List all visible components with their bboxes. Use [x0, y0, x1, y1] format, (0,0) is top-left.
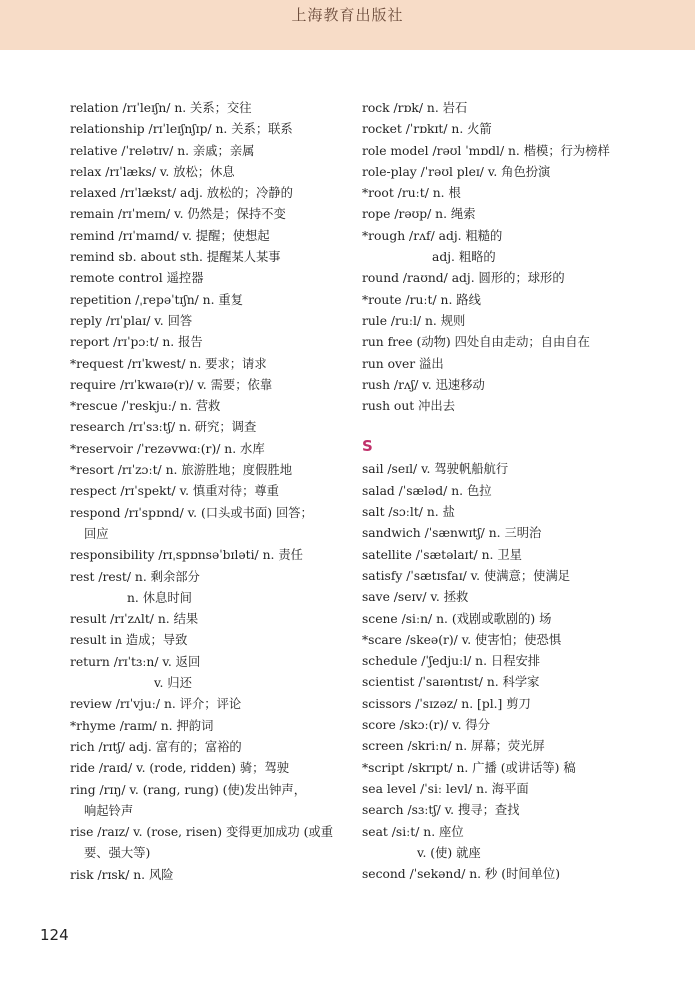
- entry-rock: rock /rɒk/ n. 岩石: [362, 101, 468, 115]
- entry-remain: remain /rɪˈmeɪn/ v. 仍然是；保持不变: [70, 207, 286, 222]
- entry-relationship: relationship /rɪˈleɪʃnʃɪp/ n. 关系；联系: [70, 122, 293, 137]
- entry-respond: respond /rɪˈspɒnd/ v. (口头或书面) 回答；: [70, 505, 313, 520]
- glossary-right-column: [362, 98, 662, 885]
- entry-salad: salad /ˈsæləd/ n. 色拉: [362, 483, 492, 498]
- entry-rise: rise /raɪz/ v. (rose, risen) 变得更加成功 (或重要、强大等): [70, 825, 334, 861]
- entry-schedule: schedule /ˈʃedjuːl/ n. 日程安排: [362, 654, 541, 669]
- entry-role-play: role-play /ˈrəʊl pleɪ/ v. 角色扮演: [362, 164, 551, 179]
- entry-sandwich: sandwich /ˈsænwɪtʃ/ n. 三明治: [362, 526, 542, 541]
- section-letter-heading: S: [362, 437, 373, 456]
- entry-salt: salt /sɔːlt/ n. 盐: [362, 505, 455, 520]
- entry-scissors: scissors /ˈsɪzəz/ n. [pl.] 剪刀: [362, 696, 531, 711]
- entry-return: return /rɪˈtɜːn/ v. 返回: [70, 654, 201, 669]
- entry-ring: ring /rɪŋ/ v. (rang, rung) (使)发出钟声，响起铃声: [70, 782, 307, 818]
- entry-result-in: result in 造成；导致: [70, 633, 188, 648]
- entry-screen: screen /skriːn/ n. 屏幕；荧光屏: [362, 739, 545, 754]
- entry-sail: sail /seɪl/ v. 驾驶帆船航行: [362, 462, 509, 477]
- entry-relative: relative /ˈrelətɪv/ n. 亲戚；亲属: [70, 143, 255, 158]
- entry-role-model: role model /rəʊl ˈmɒdl/ n. 楷模；行为榜样: [362, 143, 610, 158]
- entry-score: score /skɔː(r)/ v. 得分: [362, 718, 491, 733]
- entry-seat: seat /siːt/ n. 座位: [362, 824, 464, 839]
- entry-rush: rush /rʌʃ/ v. 迅速移动: [362, 377, 485, 392]
- entry-relax: relax /rɪˈlæks/ v. 放松；休息: [70, 164, 235, 179]
- entry-seat-sense-2: v. (使) 就座: [417, 845, 481, 860]
- entry-ride: ride /raɪd/ v. (rode, ridden) 骑；驾驶: [70, 761, 290, 776]
- entry-rough: *rough /rʌf/ adj. 粗糙的: [362, 228, 503, 243]
- entry-search: search /sɜːtʃ/ v. 搜寻；查找: [362, 803, 520, 818]
- entry-root: *root /ruːt/ n. 根: [362, 186, 461, 201]
- entry-result: result /rɪˈzʌlt/ n. 结果: [70, 612, 199, 627]
- entry-require: require /rɪˈkwaɪə(r)/ v. 需要；依靠: [70, 377, 273, 392]
- entry-reply: reply /rɪˈplaɪ/ v. 回答: [70, 313, 193, 328]
- entry-repetition: repetition /ˌrepəˈtɪʃn/ n. 重复: [70, 292, 244, 307]
- entry-rest: rest /rest/ n. 剩余部分: [70, 569, 200, 584]
- entry-sea-level: sea level /ˈsiː levl/ n. 海平面: [362, 781, 529, 796]
- entry-run-free: run free (动物) 四处自由走动；自由自在: [362, 335, 590, 350]
- entry-respond-continued: 回应: [84, 526, 109, 541]
- entry-scene: scene /siːn/ n. (戏剧或歌剧的) 场: [362, 611, 552, 626]
- entry-remote-control: remote control 遥控器: [70, 271, 204, 286]
- entry-rule: rule /ruːl/ n. 规则: [362, 313, 466, 328]
- publisher-title: 上海教育出版社: [291, 6, 404, 24]
- entry-remind: remind /rɪˈmaɪnd/ v. 提醒；使想起: [70, 228, 270, 243]
- entry-reservoir: *reservoir /ˈrezəvwɑː(r)/ n. 水库: [70, 441, 265, 456]
- entry-rush-out: rush out 冲出去: [362, 399, 456, 414]
- entry-risk: risk /rɪsk/ n. 风险: [70, 867, 174, 882]
- entry-resort: *resort /rɪˈzɔːt/ n. 旅游胜地；度假胜地: [70, 463, 292, 478]
- entry-responsibility: responsibility /rɪˌspɒnsəˈbɪləti/ n. 责任: [70, 548, 303, 563]
- glossary-left-column: [70, 98, 345, 886]
- entry-second: second /ˈsekənd/ n. 秒 (时间单位): [362, 867, 560, 882]
- entry-research: research /rɪˈsɜːtʃ/ n. 研究；调查: [70, 420, 257, 435]
- entry-request: *request /rɪˈkwest/ n. 要求；请求: [70, 356, 267, 371]
- entry-rough-sense-2: adj. 粗略的: [432, 250, 496, 265]
- entry-scare: *scare /skeə(r)/ v. 使害怕；使恐惧: [362, 632, 562, 647]
- entry-relation: relation /rɪˈleɪʃn/ n. 关系；交往: [70, 101, 252, 115]
- entry-script: *script /skrɪpt/ n. 广播 (或讲话等) 稿: [362, 760, 576, 775]
- entry-run-over: run over 溢出: [362, 356, 444, 371]
- entry-scientist: scientist /ˈsaɪəntɪst/ n. 科学家: [362, 675, 540, 690]
- entry-return-sense-2: v. 归还: [154, 676, 192, 691]
- entry-rhyme: *rhyme /raɪm/ n. 押韵词: [70, 718, 214, 733]
- entry-rich: rich /rɪtʃ/ adj. 富有的；富裕的: [70, 739, 242, 754]
- entry-route: *route /ruːt/ n. 路线: [362, 292, 481, 307]
- entry-review: review /rɪˈvjuː/ n. 评介；评论: [70, 697, 242, 712]
- page-number: 124: [40, 926, 69, 944]
- entry-save: save /seɪv/ v. 拯救: [362, 590, 469, 605]
- entry-satisfy: satisfy /ˈsætɪsfaɪ/ v. 使满意；使满足: [362, 568, 571, 583]
- entry-relaxed: relaxed /rɪˈlækst/ adj. 放松的；冷静的: [70, 186, 293, 201]
- entry-remind-sb-about-sth: remind sb. about sth. 提醒某人某事: [70, 250, 281, 265]
- entry-round: round /raʊnd/ adj. 圆形的；球形的: [362, 271, 565, 286]
- entry-report: report /rɪˈpɔːt/ n. 报告: [70, 335, 203, 350]
- entry-rescue: *rescue /ˈreskjuː/ n. 营救: [70, 399, 221, 414]
- entry-satellite: satellite /ˈsætəlaɪt/ n. 卫星: [362, 547, 522, 562]
- entry-rocket: rocket /ˈrɒkɪt/ n. 火箭: [362, 122, 492, 137]
- entry-rope: rope /rəʊp/ n. 绳索: [362, 207, 476, 222]
- page-header: [0, 0, 695, 50]
- entry-rest-sense-2: n. 休息时间: [127, 590, 192, 605]
- entry-respect: respect /rɪˈspekt/ v. 慎重对待；尊重: [70, 484, 279, 499]
